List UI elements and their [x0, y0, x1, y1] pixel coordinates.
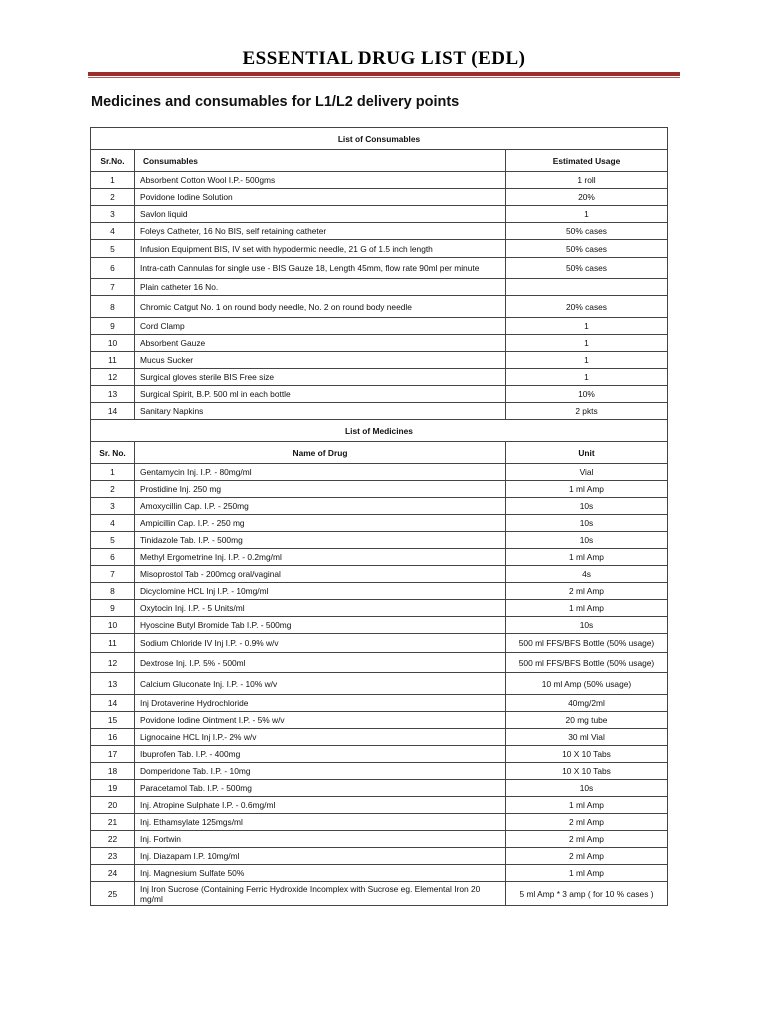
row-name: Inj. Ethamsylate 125mgs/ml: [135, 814, 506, 831]
row-name: Sodium Chloride IV Inj I.P. - 0.9% w/v: [135, 634, 506, 653]
row-number: 8: [91, 583, 135, 600]
row-name: Domperidone Tab. I.P. - 10mg: [135, 763, 506, 780]
row-number: 17: [91, 746, 135, 763]
table-row: [91, 729, 668, 746]
table-row: [91, 617, 668, 634]
row-number: 7: [91, 279, 135, 296]
table-row: [91, 318, 668, 335]
row-name: Mucus Sucker: [135, 352, 506, 369]
row-name: Prostidine Inj. 250 mg: [135, 481, 506, 498]
medicines-section-title: List of Medicines: [91, 420, 668, 442]
row-usage: 10 ml Amp (50% usage): [506, 673, 668, 695]
row-usage: 10s: [506, 617, 668, 634]
row-usage: 4s: [506, 566, 668, 583]
table-row: [91, 695, 668, 712]
row-usage: 1: [506, 206, 668, 223]
row-number: 8: [91, 296, 135, 318]
row-usage: 5 ml Amp * 3 amp ( for 10 % cases ): [506, 882, 668, 906]
row-name: Cord Clamp: [135, 318, 506, 335]
row-name: Povidone Iodine Solution: [135, 189, 506, 206]
row-usage: 10s: [506, 498, 668, 515]
row-usage: 10 X 10 Tabs: [506, 763, 668, 780]
table-row: [91, 258, 668, 279]
document-subtitle: Medicines and consumables for L1/L2 delivery points: [91, 94, 460, 110]
row-name: Foleys Catheter, 16 No BIS, self retaining catheter: [135, 223, 506, 240]
row-usage: 1 ml Amp: [506, 549, 668, 566]
row-number: 12: [91, 369, 135, 386]
row-number: 15: [91, 712, 135, 729]
table-row: [91, 206, 668, 223]
row-usage: 10s: [506, 532, 668, 549]
row-name: Inj Iron Sucrose (Containing Ferric Hydroxide Incomplex with Sucrose eg. Elemental Iron 20 mg/ml: [135, 882, 506, 906]
row-number: 2: [91, 481, 135, 498]
row-number: 18: [91, 763, 135, 780]
consumables-section-row: [91, 128, 668, 150]
row-usage: 20%: [506, 189, 668, 206]
medicines-header-num: Sr. No.: [91, 442, 135, 464]
row-name: Inj Drotaverine Hydrochloride: [135, 695, 506, 712]
row-number: 24: [91, 865, 135, 882]
table-row: [91, 464, 668, 481]
row-name: Ibuprofen Tab. I.P. - 400mg: [135, 746, 506, 763]
row-name: Chromic Catgut No. 1 on round body needle, No. 2 on round body needle: [135, 296, 506, 318]
row-name: Surgical gloves sterile BIS Free size: [135, 369, 506, 386]
table-row: [91, 865, 668, 882]
table-row: [91, 566, 668, 583]
row-name: Methyl Ergometrine Inj. I.P. - 0.2mg/ml: [135, 549, 506, 566]
row-number: 23: [91, 848, 135, 865]
row-usage: 10%: [506, 386, 668, 403]
row-number: 4: [91, 223, 135, 240]
row-name: Plain catheter 16 No.: [135, 279, 506, 296]
table-row: [91, 172, 668, 189]
row-name: Inj. Magnesium Sulfate 50%: [135, 865, 506, 882]
row-usage: 1 ml Amp: [506, 865, 668, 882]
row-name: Amoxycillin Cap. I.P. - 250mg: [135, 498, 506, 515]
drug-list-table: [90, 127, 668, 906]
table-row: [91, 746, 668, 763]
row-usage: 20% cases: [506, 296, 668, 318]
row-number: 11: [91, 634, 135, 653]
drug-list-body: [91, 128, 668, 906]
row-usage: 1 ml Amp: [506, 481, 668, 498]
row-usage: 20 mg tube: [506, 712, 668, 729]
table-row: [91, 532, 668, 549]
row-number: 25: [91, 882, 135, 906]
table-row: [91, 335, 668, 352]
row-number: 14: [91, 695, 135, 712]
row-number: 22: [91, 831, 135, 848]
table-row: [91, 240, 668, 258]
row-usage: 1 roll: [506, 172, 668, 189]
table-row: [91, 498, 668, 515]
row-number: 13: [91, 386, 135, 403]
row-usage: 500 ml FFS/BFS Bottle (50% usage): [506, 634, 668, 653]
row-number: 5: [91, 240, 135, 258]
row-usage: 1 ml Amp: [506, 600, 668, 617]
row-usage: 50% cases: [506, 240, 668, 258]
row-number: 12: [91, 653, 135, 673]
row-usage: 50% cases: [506, 258, 668, 279]
row-number: 9: [91, 600, 135, 617]
row-name: Absorbent Gauze: [135, 335, 506, 352]
row-name: Intra-cath Cannulas for single use - BIS Gauze 18, Length 45mm, flow rate 90ml per minute: [135, 258, 506, 279]
row-usage: 2 pkts: [506, 403, 668, 420]
consumables-header-usage: Estimated Usage: [506, 150, 668, 172]
row-number: 1: [91, 172, 135, 189]
row-usage: 500 ml FFS/BFS Bottle (50% usage): [506, 653, 668, 673]
row-name: Absorbent Cotton Wool I.P.- 500gms: [135, 172, 506, 189]
row-usage: 1 ml Amp: [506, 797, 668, 814]
table-row: [91, 583, 668, 600]
table-row: [91, 653, 668, 673]
medicines-header-row: [91, 442, 668, 464]
table-row: [91, 882, 668, 906]
row-usage: 10s: [506, 515, 668, 532]
row-number: 1: [91, 464, 135, 481]
row-name: Povidone Iodine Ointment I.P. - 5% w/v: [135, 712, 506, 729]
table-row: [91, 403, 668, 420]
row-number: 11: [91, 352, 135, 369]
consumables-header-row: [91, 150, 668, 172]
row-number: 10: [91, 335, 135, 352]
row-usage: Vial: [506, 464, 668, 481]
row-usage: 1: [506, 352, 668, 369]
table-row: [91, 279, 668, 296]
row-number: 6: [91, 549, 135, 566]
title-rule-thin: [88, 77, 680, 78]
row-name: Inj. Diazapam I.P. 10mg/ml: [135, 848, 506, 865]
consumables-header-name: Consumables: [135, 150, 506, 172]
row-usage: 10s: [506, 780, 668, 797]
row-name: Savlon liquid: [135, 206, 506, 223]
row-usage: 1: [506, 335, 668, 352]
row-number: 9: [91, 318, 135, 335]
row-name: Dicyclomine HCL Inj I.P. - 10mg/ml: [135, 583, 506, 600]
row-name: Tinidazole Tab. I.P. - 500mg: [135, 532, 506, 549]
row-name: Oxytocin Inj. I.P. - 5 Units/ml: [135, 600, 506, 617]
row-number: 2: [91, 189, 135, 206]
table-row: [91, 369, 668, 386]
table-row: [91, 763, 668, 780]
table-row: [91, 515, 668, 532]
table-row: [91, 549, 668, 566]
row-name: Hyoscine Butyl Bromide Tab I.P. - 500mg: [135, 617, 506, 634]
table-row: [91, 848, 668, 865]
table-row: [91, 831, 668, 848]
row-number: 13: [91, 673, 135, 695]
table-row: [91, 189, 668, 206]
row-number: 21: [91, 814, 135, 831]
row-usage: 2 ml Amp: [506, 831, 668, 848]
table-row: [91, 223, 668, 240]
consumables-header-num: Sr.No.: [91, 150, 135, 172]
table-row: [91, 634, 668, 653]
row-usage: 50% cases: [506, 223, 668, 240]
row-usage: 40mg/2ml: [506, 695, 668, 712]
table-row: [91, 814, 668, 831]
row-usage: 10 X 10 Tabs: [506, 746, 668, 763]
row-number: 3: [91, 206, 135, 223]
table-row: [91, 797, 668, 814]
table-row: [91, 600, 668, 617]
table-row: [91, 481, 668, 498]
table-row: [91, 296, 668, 318]
medicines-header-name: Name of Drug: [135, 442, 506, 464]
row-usage: 30 ml Vial: [506, 729, 668, 746]
row-name: Gentamycin Inj. I.P. - 80mg/ml: [135, 464, 506, 481]
row-number: 7: [91, 566, 135, 583]
row-number: 19: [91, 780, 135, 797]
table-row: [91, 673, 668, 695]
row-usage: 1: [506, 318, 668, 335]
row-number: 6: [91, 258, 135, 279]
row-number: 4: [91, 515, 135, 532]
medicines-header-unit: Unit: [506, 442, 668, 464]
table-row: [91, 780, 668, 797]
row-name: Ampicillin Cap. I.P. - 250 mg: [135, 515, 506, 532]
table-row: [91, 712, 668, 729]
row-usage: 2 ml Amp: [506, 583, 668, 600]
row-name: Infusion Equipment BIS, IV set with hypodermic needle, 21 G of 1.5 inch length: [135, 240, 506, 258]
row-name: Inj. Atropine Sulphate I.P. - 0.6mg/ml: [135, 797, 506, 814]
table-row: [91, 352, 668, 369]
row-number: 3: [91, 498, 135, 515]
row-usage: [506, 279, 668, 296]
row-number: 5: [91, 532, 135, 549]
title-rule-thick: [88, 72, 680, 76]
row-name: Calcium Gluconate Inj. I.P. - 10% w/v: [135, 673, 506, 695]
row-name: Surgical Spirit, B.P. 500 ml in each bottle: [135, 386, 506, 403]
row-usage: 2 ml Amp: [506, 848, 668, 865]
row-usage: 1: [506, 369, 668, 386]
row-number: 16: [91, 729, 135, 746]
table-row: [91, 386, 668, 403]
consumables-section-title: List of Consumables: [91, 128, 668, 150]
row-name: Sanitary Napkins: [135, 403, 506, 420]
row-number: 14: [91, 403, 135, 420]
row-name: Dextrose Inj. I.P. 5% - 500ml: [135, 653, 506, 673]
row-number: 10: [91, 617, 135, 634]
row-name: Lignocaine HCL Inj I.P.- 2% w/v: [135, 729, 506, 746]
row-usage: 2 ml Amp: [506, 814, 668, 831]
row-name: Inj. Fortwin: [135, 831, 506, 848]
row-number: 20: [91, 797, 135, 814]
medicines-section-row: [91, 420, 668, 442]
document-title: ESSENTIAL DRUG LIST (EDL): [242, 48, 526, 69]
row-name: Misoprostol Tab - 200mcg oral/vaginal: [135, 566, 506, 583]
row-name: Paracetamol Tab. I.P. - 500mg: [135, 780, 506, 797]
